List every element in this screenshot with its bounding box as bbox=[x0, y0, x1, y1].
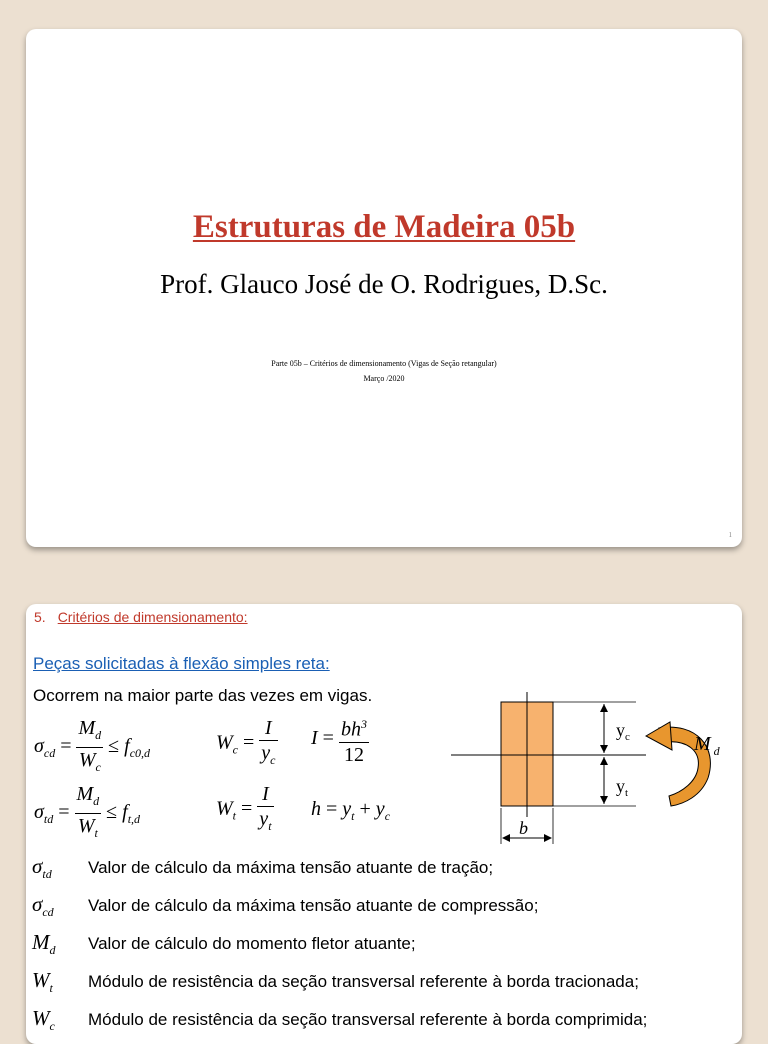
definition-row bbox=[32, 968, 639, 996]
moment-arrowhead-icon bbox=[646, 722, 672, 750]
definition-row bbox=[32, 854, 493, 882]
definition-symbol: $W_c$ bbox=[32, 1006, 55, 1034]
section-heading bbox=[34, 609, 248, 625]
definition-symbol: $M_d$ bbox=[32, 930, 56, 958]
yt-arrow-top-icon bbox=[600, 757, 608, 765]
label-md: M $_d$ bbox=[694, 733, 720, 758]
author-name: Prof. Glauco José de O. Rodrigues, D.Sc. bbox=[160, 269, 608, 299]
definition-symbol: $\sigma_{td}$ bbox=[32, 854, 52, 882]
beam-section-diagram bbox=[446, 692, 736, 852]
definition-text: Módulo de resistência da seção transversal referente à borda tracionada; bbox=[88, 972, 639, 991]
yc-arrow-bottom-icon bbox=[600, 745, 608, 753]
definition-row bbox=[32, 1006, 647, 1034]
definition-symbol: $W_t$ bbox=[32, 968, 53, 996]
definition-symbol: $\sigma_{cd}$ bbox=[32, 892, 54, 920]
yc-arrow-top-icon bbox=[600, 704, 608, 712]
equation-sigma-td: $\sigma_{td}$ = $\frac{M_d}{W_t}$ ≤ $f_{t,d}$ bbox=[34, 783, 141, 840]
yt-arrow-bottom-icon bbox=[600, 796, 608, 804]
content-slide bbox=[26, 604, 742, 1044]
intro-text: Ocorrem na maior parte das vezes em vigas. bbox=[33, 686, 373, 705]
section-title: Critérios de dimensionamento: bbox=[57, 609, 248, 625]
section-number: 5. bbox=[34, 609, 46, 625]
definition-row bbox=[32, 930, 416, 958]
equation-sigma-cd: $\sigma_{cd}$ = $\frac{M_d}{W_c}$ ≤ $f_{c0,d}$ bbox=[34, 717, 151, 774]
title-slide bbox=[26, 29, 742, 547]
subtitle-line-1: Parte 05b – Critérios de dimensionamento (Vigas de Seção retangular) bbox=[271, 359, 497, 368]
label-b: b bbox=[519, 818, 528, 838]
b-arrow-left-icon bbox=[502, 834, 510, 842]
label-yc: $y_c$ bbox=[616, 720, 630, 743]
slide-title: Estruturas de Madeira 05b bbox=[192, 209, 576, 245]
definition-row bbox=[32, 892, 538, 920]
definition-text: Valor de cálculo da máxima tensão atuante de compressão; bbox=[88, 896, 539, 915]
subheading-link[interactable]: Peças solicitadas à flexão simples reta: bbox=[33, 654, 330, 673]
equation-wc: $W_c$ = $\frac{I}{y_c}$ bbox=[216, 717, 276, 767]
equation-inertia: I = $\frac{bh^3}{12}$ bbox=[311, 712, 369, 767]
b-arrow-right-icon bbox=[544, 834, 552, 842]
page-number: 1 bbox=[728, 531, 732, 539]
definition-text: Módulo de resistência da seção transversal referente à borda comprimida; bbox=[88, 1010, 648, 1029]
subtitle-date: Março /2020 bbox=[363, 374, 405, 383]
equation-height: $h = y_t + y_c$ bbox=[311, 798, 391, 823]
definition-text: Valor de cálculo da máxima tensão atuante de tração; bbox=[88, 858, 494, 877]
equation-wt: $W_t$ = $\frac{I}{y_t}$ bbox=[216, 783, 272, 833]
definition-text: Valor de cálculo do momento fletor atuante; bbox=[88, 934, 416, 953]
label-yt: $y_t$ bbox=[616, 776, 629, 799]
